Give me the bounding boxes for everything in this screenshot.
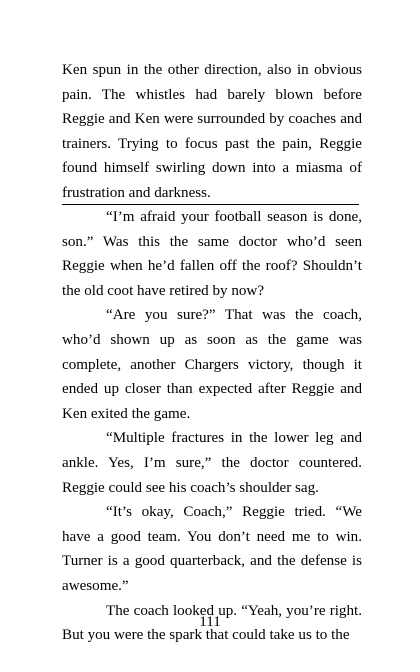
text-block-after-break bbox=[62, 205, 362, 648]
page-number: 111 bbox=[199, 614, 221, 630]
paragraph: “Are you sure?” That was the coach, who’d shown up as soon as the game was complete, another Chargers victory, though it ended up closer than expected after Reggie and Ken exited the game. bbox=[62, 307, 362, 422]
paragraph: “Multiple fractures in the lower leg and ankle. Yes, I’m sure,” the doctor countered. Reggie could see his coach’s shoulder sag. bbox=[62, 430, 362, 496]
paragraph: “It’s okay, Coach,” Reggie tried. “We have a good team. You don’t need me to win. Turner is a good quarterback, and the defense is awesome.” bbox=[62, 504, 362, 594]
paragraph: The coach looked up. “Yeah, you’re right. But you were the spark that could take us to the bbox=[62, 602, 362, 644]
paragraph: Ken spun in the other direction, also in obvious pain. The whistles had barely blown before Reggie and Ken were surrounded by coaches and trainers. Trying to focus past the pain, Reggie found himself swirling down into a miasma of frustration and darkness. bbox=[62, 62, 362, 201]
paragraph: “I’m afraid your football season is done, son.” Was this the same doctor who’d seen Reggie when he’d fallen off the roof? Shouldn’t the old coot have retired by now? bbox=[62, 209, 362, 299]
text-block-before-break bbox=[62, 58, 362, 206]
